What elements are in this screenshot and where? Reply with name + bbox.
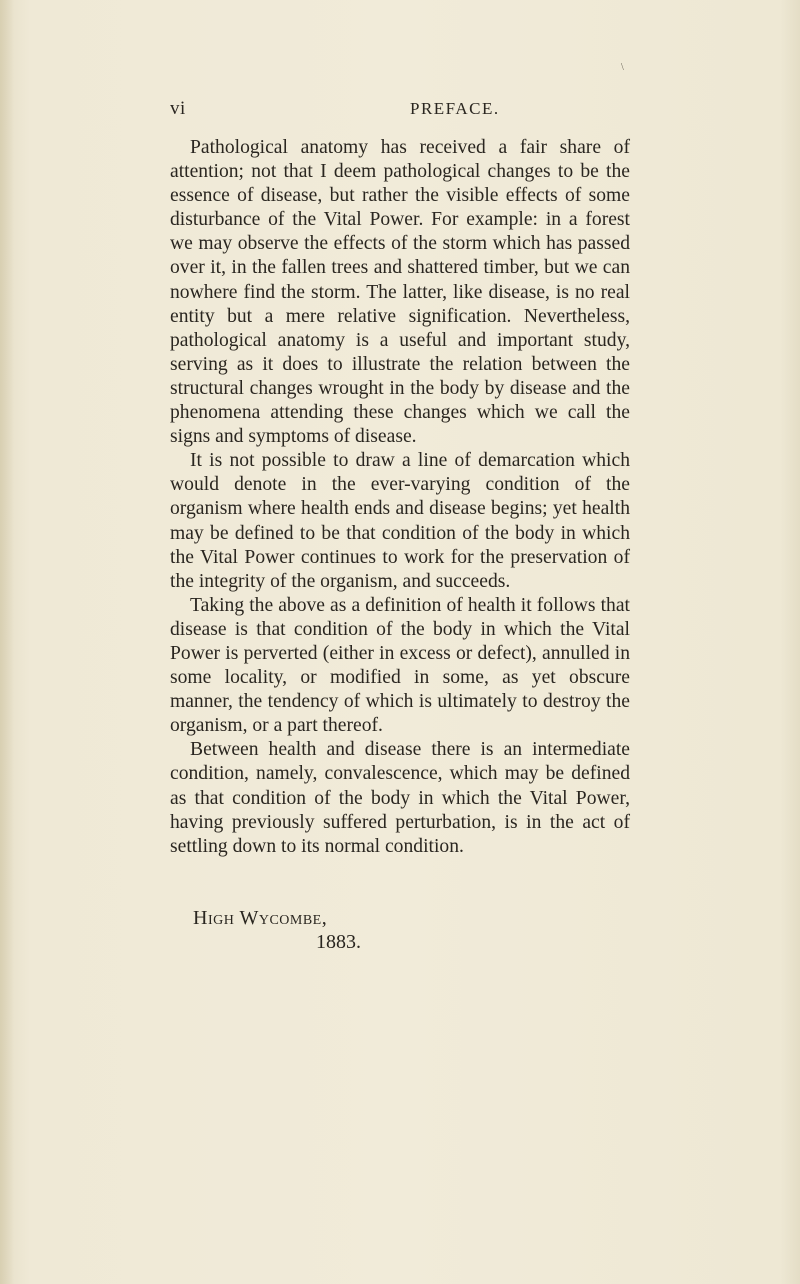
- paragraph-disease-definition: Taking the above as a definition of health it follows that disease is that condition of the body in which the Vital Power is perverted (either in excess or defect), annulled in some locality, or modified in some, as yet obscure manner, the tendency of which is ultimately to destroy the organism, or a part thereof.: [170, 594, 630, 737]
- signoff-year: 1883.: [316, 931, 361, 953]
- signoff-place: High Wycombe,: [193, 907, 328, 929]
- running-head-title: PREFACE.: [410, 99, 500, 118]
- paragraph-pathological-anatomy: Pathological anatomy has received a fair share of attention; not that I deem pathological changes to be the essence of disease, but rather the visible effects of some disturbance of the Vital Power. For example: in a forest we may observe the effects of the storm which has passed over it, in the fallen trees and shattered timber, but we can nowhere find the storm. The latter, like disease, is no real entity but a mere relative signification. Nevertheless, pathological anatomy is a useful and important study, serving as it does to illustrate the relation between the structural changes wrought in the body by disease and the phenomena attending these changes which we call the signs and symptoms of disease.: [170, 137, 630, 448]
- paragraph-health-definition: It is not possible to draw a line of demarcation which would denote in the ever-varying condition of the organism where health ends and disease begins; yet health may be defined to be that condition of the body in which the Vital Power continues to work for the preservation of the integrity of the organism, and succeeds.: [170, 450, 630, 592]
- print-speck-decoration: \: [621, 62, 624, 73]
- preface-body: [170, 136, 630, 859]
- signoff-block: [193, 906, 493, 954]
- page-gutter-shadow: [0, 0, 14, 1284]
- paragraph-convalescence: Between health and disease there is an intermediate condition, namely, convalescence, which may be defined as that condition of the body in which the Vital Power, having previously suffered perturbation, is in the act of settling down to its normal condition.: [170, 739, 630, 857]
- page-header: [170, 98, 630, 128]
- page-number: vi: [170, 98, 186, 119]
